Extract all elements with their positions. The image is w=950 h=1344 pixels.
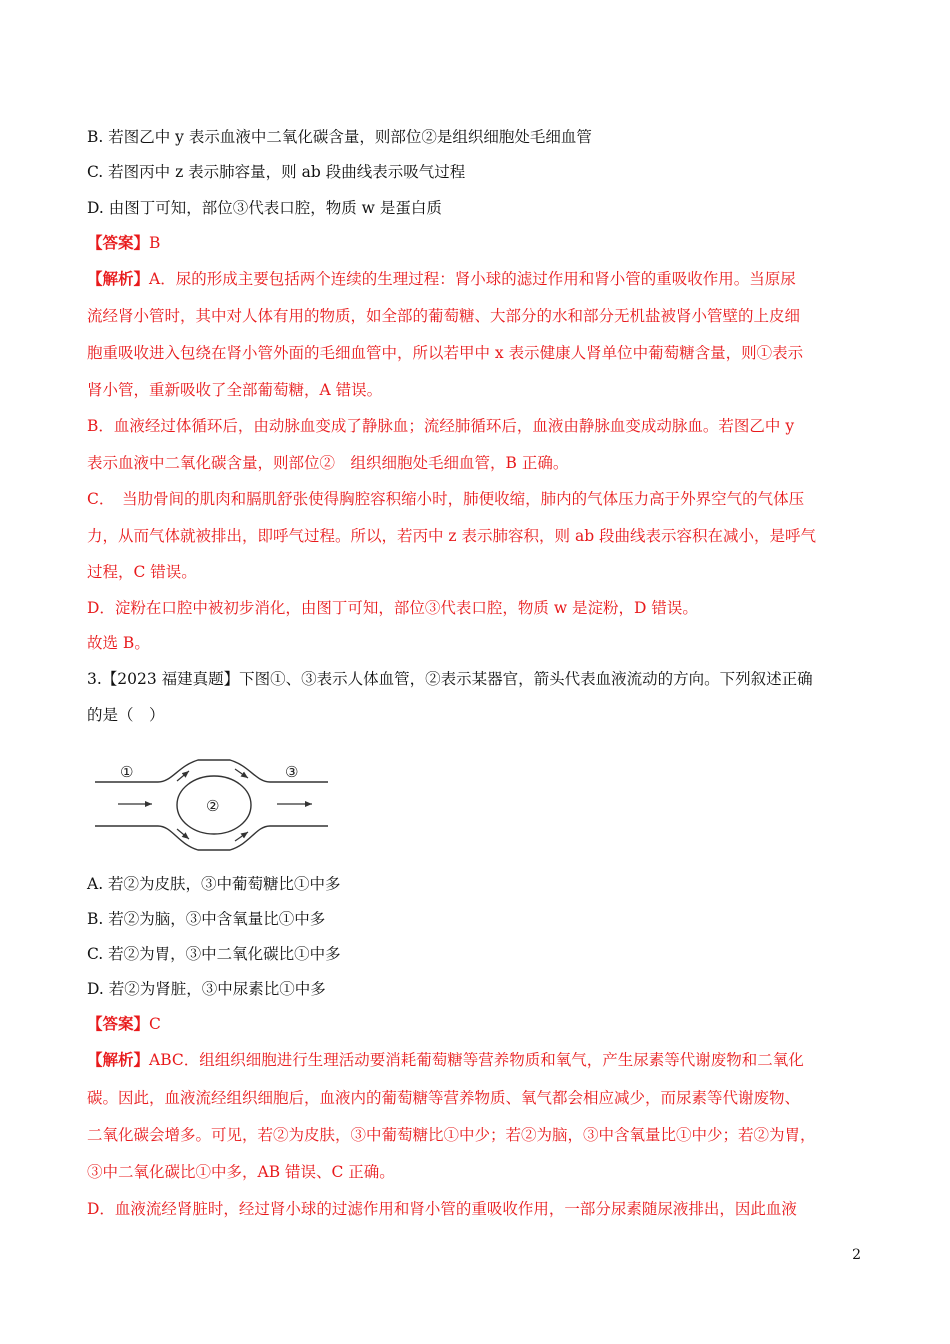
q3-option-d: D. 若②为肾脏，③中尿素比①中多	[87, 980, 326, 998]
analysis-1-line-5: B．血液经过体循环后，由动脉血变成了静脉血；流经肺循环后，血液由静脉血变成动脉血。若图乙中 y	[87, 417, 795, 435]
analysis-1-line-6: 表示血液中二氧化碳含量，则部位② 组织细胞处毛细血管，B 正确。	[87, 454, 569, 472]
analysis-1-line-3: 胞重吸收进入包绕在肾小管外面的毛细血管中，所以若甲中 x 表示健康人肾单位中葡萄糖含量，则①表示	[87, 344, 804, 362]
flow-arrow-bottom-left	[177, 829, 189, 839]
vessel-label-1: ①	[120, 763, 134, 781]
analysis-2-line-2: 碳。因此，血液流经组织细胞后，血液内的葡萄糖等营养物质、氧气都会相应减少，而尿素等代谢废物、	[87, 1089, 801, 1107]
analysis-text: A．尿的形成主要包括两个连续的生理过程：肾小球的滤过作用和肾小管的重吸收作用。当原尿	[149, 270, 796, 288]
analysis-2-line-4: ③中二氧化碳比①中多，AB 错误、C 正确。	[87, 1163, 395, 1181]
analysis-2-line-5: D．血液流经肾脏时，经过肾小球的过滤作用和肾小管的重吸收作用，一部分尿素随尿液排出，因此血液	[87, 1200, 797, 1218]
analysis-1-line-11: 故选 B。	[87, 634, 150, 652]
flow-arrow-top-right	[235, 769, 248, 778]
page-number: 2	[852, 1247, 861, 1263]
option-b: B. 若图乙中 y 表示血液中二氧化碳含量，则部位②是组织细胞处毛细血管	[87, 128, 592, 146]
analysis-2-line-1	[87, 1049, 862, 1071]
answer-2	[87, 1013, 862, 1035]
analysis-1-line-9: 过程，C 错误。	[87, 563, 197, 581]
q3-option-b: B. 若②为脑，③中含氧量比①中多	[87, 910, 326, 928]
analysis-tag: 【解析】	[87, 1050, 150, 1069]
analysis-1-line-2: 流经肾小管时，其中对人体有用的物质，如全部的葡萄糖、大部分的水和部分无机盐被肾小管壁的上皮细	[87, 307, 801, 325]
vessel-outer-wall-bottom	[95, 826, 328, 850]
option-d: D. 由图丁可知，部位③代表口腔，物质 w 是蛋白质	[87, 199, 442, 217]
analysis-1-line-4: 肾小管，重新吸收了全部葡萄糖，A 错误。	[87, 381, 383, 399]
flow-arrow-bottom-right	[235, 832, 248, 841]
analysis-1-line-10: D．淀粉在口腔中被初步消化，由图丁可知，部位③代表口腔，物质 w 是淀粉，D 错误。	[87, 599, 698, 617]
q3-option-a: A. 若②为皮肤，③中葡萄糖比①中多	[87, 875, 341, 893]
answer-1	[87, 232, 862, 254]
analysis-text: ABC．组组织细胞进行生理活动要消耗葡萄糖等营养物质和氧气，产生尿素等代谢废物和二氧化	[149, 1051, 804, 1069]
q3-option-c: C. 若②为胃，③中二氧化碳比①中多	[87, 945, 341, 963]
vessel-label-3: ③	[285, 763, 299, 781]
answer-tag: 【答案】	[87, 233, 150, 252]
analysis-2-line-3: 二氧化碳会增多。可见，若②为皮肤，③中葡萄糖比①中少；若②为脑，③中含氧量比①中少；若②为胃，	[87, 1126, 816, 1144]
analysis-1-line-8: 力，从而气体就被排出，即呼气过程。所以，若丙中 z 表示肺容积，则 ab 段曲线表示容积在减小，是呼气	[87, 527, 817, 545]
option-c: C. 若图丙中 z 表示肺容量，则 ab 段曲线表示吸气过程	[87, 163, 466, 181]
answer-tag: 【答案】	[87, 1014, 150, 1033]
analysis-1-line-1	[87, 268, 862, 290]
answer-value: B	[149, 234, 161, 252]
flow-arrow-top-left	[177, 771, 189, 781]
question-3-line-2: 的是（ ）	[87, 706, 165, 724]
analysis-1-line-7: C． 当肋骨间的肌肉和膈肌舒张使得胸腔容积缩小时，肺便收缩，肺内的气体压力高于外界空气的气体压	[87, 490, 805, 508]
blood-vessel-diagram	[90, 752, 335, 862]
organ-label-2: ②	[206, 797, 220, 815]
question-3-line-1: 3.【2023 福建真题】下图①、③表示人体血管，②表示某器官，箭头代表血液流动的方向。下列叙述正确	[87, 670, 813, 688]
analysis-tag: 【解析】	[87, 269, 150, 288]
answer-value: C	[149, 1015, 161, 1033]
